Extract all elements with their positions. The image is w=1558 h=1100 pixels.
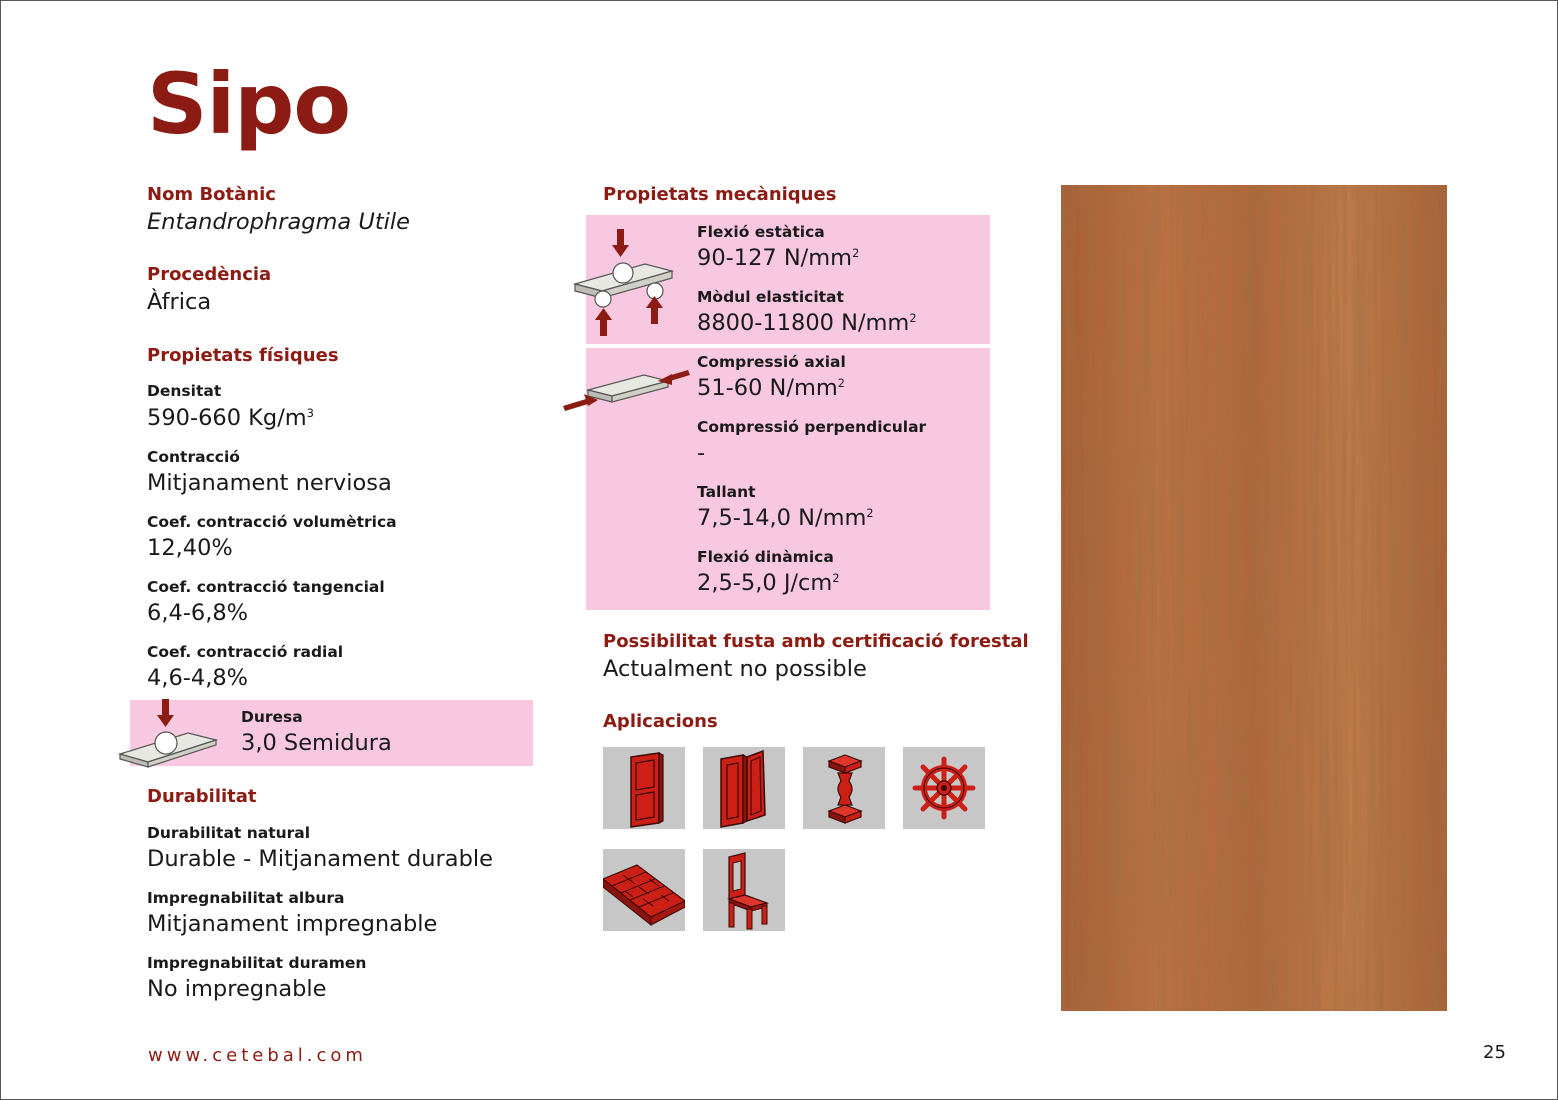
certification-heading: Possibilitat fusta amb certificació forestal xyxy=(603,631,1029,652)
origin-heading: Procedència xyxy=(147,264,272,285)
baluster-icon xyxy=(803,747,885,829)
elastic-modulus-unit-exponent: 2 xyxy=(909,312,917,325)
elastic-modulus-label: Mòdul elasticitat xyxy=(697,288,844,306)
ship-wheel-icon xyxy=(903,747,985,829)
tangential-coef-label: Coef. contracció tangencial xyxy=(147,578,385,596)
density-value: 590-660 $Kg/m^3$ xyxy=(147,405,314,431)
static-bending-label: Flexió estàtica xyxy=(697,223,825,241)
volumetric-coef-label: Coef. contracció volumètrica xyxy=(147,513,397,531)
hardness-label: Duresa xyxy=(241,708,303,726)
sapwood-impregnability-value: Mitjanament impregnable xyxy=(147,911,438,937)
perpendicular-compression-label: Compressió perpendicular xyxy=(697,418,927,436)
dynamic-bending-value: 2,5-5,0 $J/cm^2$ xyxy=(697,570,840,596)
dynamic-bending-label: Flexió dinàmica xyxy=(697,548,834,566)
physical-properties-heading: Propietats físiques xyxy=(147,345,339,366)
compression-test-icon xyxy=(560,364,696,414)
botanical-name-heading: Nom Botànic xyxy=(147,184,276,205)
tangential-coef-value: 6,4-6,8% xyxy=(147,600,249,626)
sapwood-impregnability-label: Impregnabilitat albura xyxy=(147,889,345,907)
chair-icon xyxy=(703,849,785,931)
origin-value: Àfrica xyxy=(147,289,212,315)
shrinkage-label: Contracció xyxy=(147,448,240,466)
axial-compression-label: Compressió axial xyxy=(697,353,846,371)
website-url: www.cetebal.com xyxy=(148,1045,367,1066)
hardness-value: 3,0 Semidura xyxy=(241,730,392,756)
density-label: Densitat xyxy=(147,382,222,400)
window-frame-icon xyxy=(703,747,785,829)
certification-value: Actualment no possible xyxy=(603,656,867,682)
volumetric-coef-value: 12,40% xyxy=(147,535,233,561)
page-number: 25 xyxy=(1483,1042,1506,1063)
density-unit-exponent: 3 xyxy=(306,407,314,420)
elastic-modulus-value: 8800-11800 $N/mm^2$ xyxy=(697,310,917,336)
door-icon xyxy=(603,747,685,829)
bending-test-icon xyxy=(573,226,677,340)
durability-heading: Durabilitat xyxy=(147,786,257,807)
static-bending-value: 90-127 $N/mm^2$ xyxy=(697,245,860,271)
radial-coef-value: 4,6-4,8% xyxy=(147,665,249,691)
static-bending-unit-exponent: 2 xyxy=(852,247,860,260)
shear-label: Tallant xyxy=(697,483,756,501)
applications-heading: Aplicacions xyxy=(603,711,718,732)
wood-sample-image xyxy=(1061,185,1447,1011)
parquet-floor-icon xyxy=(603,849,685,931)
shrinkage-value: Mitjanament nerviosa xyxy=(147,470,392,496)
natural-durability-value: Durable - Mitjanament durable xyxy=(147,846,493,872)
page-title: Sipo xyxy=(147,55,351,153)
shear-unit-exponent: 2 xyxy=(866,507,874,520)
axial-compression-value: 51-60 $N/mm^2$ xyxy=(697,375,845,401)
radial-coef-label: Coef. contracció radial xyxy=(147,643,344,661)
natural-durability-label: Durabilitat natural xyxy=(147,824,311,842)
heartwood-impregnability-label: Impregnabilitat duramen xyxy=(147,954,367,972)
shear-value: 7,5-14,0 $N/mm^2$ xyxy=(697,505,874,531)
mechanical-properties-heading: Propietats mecàniques xyxy=(603,184,837,205)
axial-compression-unit-exponent: 2 xyxy=(837,377,845,390)
dynamic-bending-unit-exponent: 2 xyxy=(832,572,840,585)
perpendicular-compression-value: - xyxy=(697,440,706,466)
botanical-name-value: Entandrophragma Utile xyxy=(147,209,411,235)
heartwood-impregnability-value: No impregnable xyxy=(147,976,327,1002)
hardness-test-icon xyxy=(118,697,222,773)
